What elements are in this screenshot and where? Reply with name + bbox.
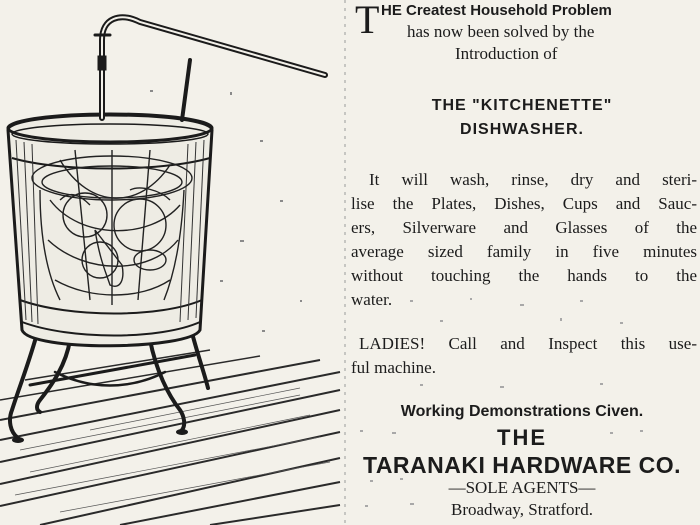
address: Broadway, Stratford. [451,500,593,519]
headline-line-2: has now been solved by the [407,22,595,41]
dishwasher-illustration [0,0,345,525]
demonstrations-notice: Working Demonstrations Civen. [400,403,644,420]
sole-agents: —SOLE AGENTS— [448,478,596,497]
firm-name: TARANAKI HARDWARE CO. [362,452,681,478]
ladies-line-2: ful machine. [351,358,436,377]
floor-boards [0,350,340,525]
pump-handle [95,17,325,120]
headline-line-3: Introduction of [455,44,558,63]
description-line: ers, Silverware and Glasses of the [351,218,697,237]
description-line: without touching the hands to the [351,266,697,285]
description-line: average sized family in five minutes [351,242,697,261]
headline-line-1: HE Createst Household Problem [381,2,612,19]
ladies-line-1: LADIES! Call and Inspect this use- [359,334,697,353]
product-name-line-1: THE "KITCHENETTE" [431,97,613,114]
drop-cap: T [355,0,380,42]
text-column [347,0,697,525]
description-line: It will wash, rinse, dry and steri- [369,170,697,189]
description-line: lise the Plates, Dishes, Cups and Sauc- [351,194,697,213]
product-name-line-2: DISHWASHER. [460,121,584,138]
description-line: water. [351,290,393,309]
firm-the: THE [497,425,547,450]
